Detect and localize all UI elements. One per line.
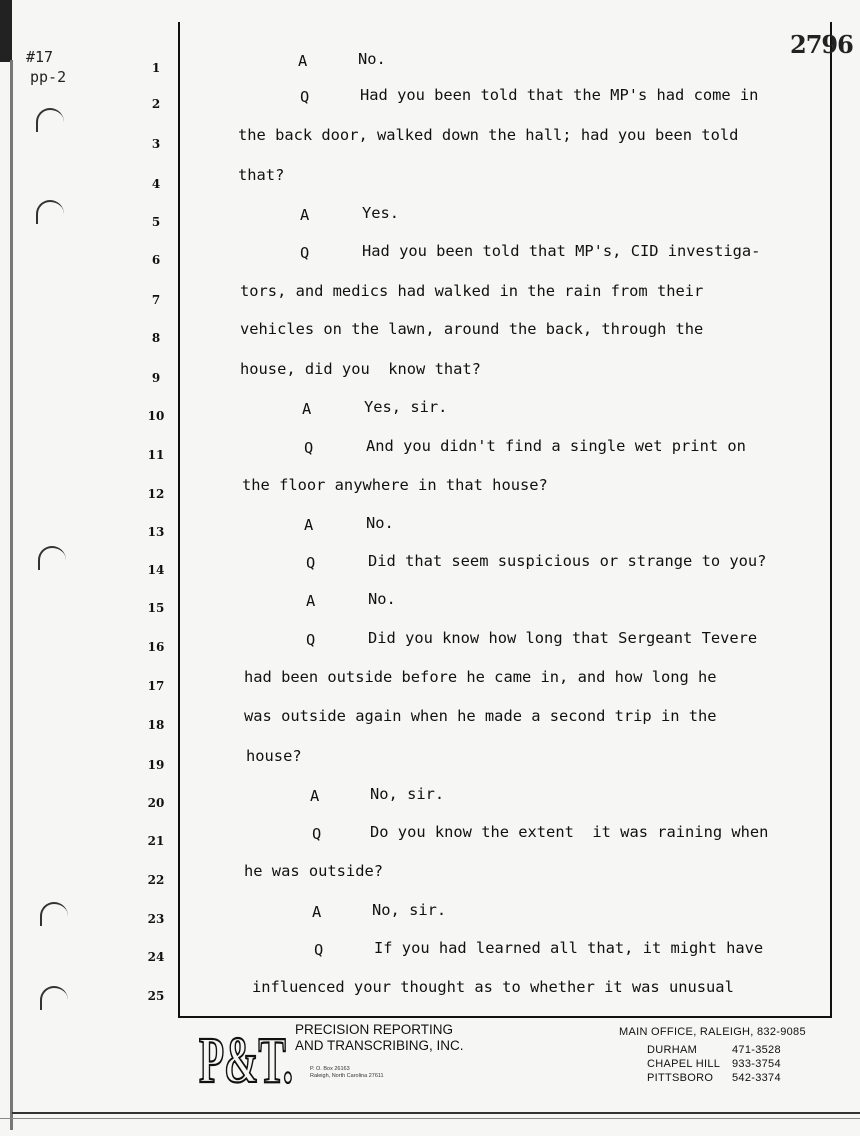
transcript-text: house, did you know that?: [240, 360, 481, 378]
transcript-text: influenced your thought as to whether it was unusual: [252, 978, 734, 996]
line-number: 24: [147, 950, 165, 964]
line-number: 3: [151, 137, 161, 151]
line-number: 12: [147, 487, 165, 501]
speaker-label: Q: [304, 439, 314, 457]
transcript-text: Did that seem suspicious or strange to you?: [368, 552, 767, 570]
transcript-text: No.: [368, 590, 396, 608]
line-number: 2: [151, 97, 161, 111]
line-number: 19: [147, 758, 165, 772]
line-number: 25: [147, 989, 165, 1003]
speaker-label: Q: [312, 825, 322, 843]
line-number: 1: [151, 61, 161, 75]
binder-hole-mark: [40, 902, 68, 926]
office-city: PITTSBORO: [647, 1072, 714, 1084]
line-number: 14: [147, 563, 165, 577]
speaker-label: A: [298, 52, 308, 70]
transcript-text: Had you been told that the MP's had come in: [360, 86, 759, 104]
transcript-text: was outside again when he made a second trip in the: [244, 707, 717, 725]
po-box: P. O. Box 26163: [310, 1066, 350, 1072]
main-office: MAIN OFFICE, RALEIGH, 832-9085: [619, 1026, 806, 1038]
company-city: Raleigh, North Carolina 27611: [310, 1073, 384, 1079]
binder-hole-mark: [36, 108, 64, 132]
line-number: 10: [147, 409, 165, 423]
line-number: 15: [147, 601, 165, 615]
speaker-label: Q: [300, 244, 310, 262]
transcript-text: Yes.: [362, 204, 400, 222]
logo-lettering: P&T.: [199, 1024, 293, 1088]
bottom-rule-secondary: [0, 1118, 860, 1119]
company-name-line1: PRECISION REPORTING: [295, 1022, 454, 1037]
transcript-text: that?: [238, 166, 285, 184]
office-phone: 933-3754: [732, 1058, 781, 1070]
speaker-label: Q: [306, 554, 316, 572]
company-logo: [197, 1022, 295, 1088]
transcript-text: vehicles on the lawn, around the back, through the: [240, 320, 704, 338]
transcript-text: And you didn't find a single wet print on: [366, 437, 746, 455]
transcript-text: the floor anywhere in that house?: [242, 476, 548, 494]
transcript-text: house?: [246, 747, 302, 765]
page-number: 2796: [790, 30, 853, 59]
bottom-rule: [12, 1112, 860, 1114]
line-number: 20: [147, 796, 165, 810]
transcript-text: tors, and medics had walked in the rain from their: [240, 282, 704, 300]
transcript-text: No.: [366, 514, 394, 532]
transcript-text: No, sir.: [372, 901, 447, 919]
company-name-line2: AND TRANSCRIBING, INC.: [295, 1038, 464, 1053]
line-number: 8: [151, 331, 161, 345]
office-phone: 542-3374: [732, 1072, 781, 1084]
office-city: CHAPEL HILL: [647, 1058, 721, 1070]
line-number: 16: [147, 640, 165, 654]
line-number: 17: [147, 679, 165, 693]
transcript-text: Had you been told that MP's, CID investiga-: [362, 242, 761, 260]
transcript-text: had been outside before he came in, and how long he: [244, 668, 717, 686]
line-number: 21: [147, 834, 165, 848]
left-margin-rule: [10, 60, 13, 1130]
binder-hole-mark: [40, 986, 68, 1010]
line-number: 9: [151, 371, 161, 385]
company-name: [295, 1022, 464, 1054]
scan-edge-mark: [0, 0, 12, 62]
speaker-label: A: [304, 516, 314, 534]
line-number: 6: [151, 253, 161, 267]
transcript-text: No, sir.: [370, 785, 445, 803]
line-number: 4: [151, 177, 161, 191]
transcript-text: Do you know the extent it was raining when: [370, 823, 769, 841]
office-phone: 471-3528: [732, 1044, 781, 1056]
transcript-text: Did you know how long that Sergeant Tevere: [368, 629, 758, 647]
speaker-label: Q: [306, 631, 316, 649]
line-number: 13: [147, 525, 165, 539]
speaker-label: Q: [300, 88, 310, 106]
speaker-label: A: [300, 206, 310, 224]
company-address: [310, 1066, 384, 1080]
binder-hole-mark: [38, 546, 66, 570]
line-number: 18: [147, 718, 165, 732]
speaker-label: A: [306, 592, 316, 610]
line-number: 7: [151, 293, 161, 307]
binder-hole-mark: [36, 200, 64, 224]
line-number: 11: [147, 448, 165, 462]
transcript-text: he was outside?: [244, 862, 383, 880]
speaker-label: A: [302, 400, 312, 418]
speaker-label: A: [312, 903, 322, 921]
transcript-text: Yes, sir.: [364, 398, 448, 416]
speaker-label: Q: [314, 941, 324, 959]
line-number: 22: [147, 873, 165, 887]
margin-note-exhibit: #17: [26, 48, 54, 66]
transcript-text: the back door, walked down the hall; had you been told: [238, 126, 739, 144]
margin-note-pages: pp-2: [30, 68, 67, 86]
line-number: 5: [151, 215, 161, 229]
transcript-text: If you had learned all that, it might have: [374, 939, 764, 957]
office-city: DURHAM: [647, 1044, 698, 1056]
line-number: 23: [147, 912, 165, 926]
speaker-label: A: [310, 787, 320, 805]
transcript-text: No.: [358, 50, 386, 68]
